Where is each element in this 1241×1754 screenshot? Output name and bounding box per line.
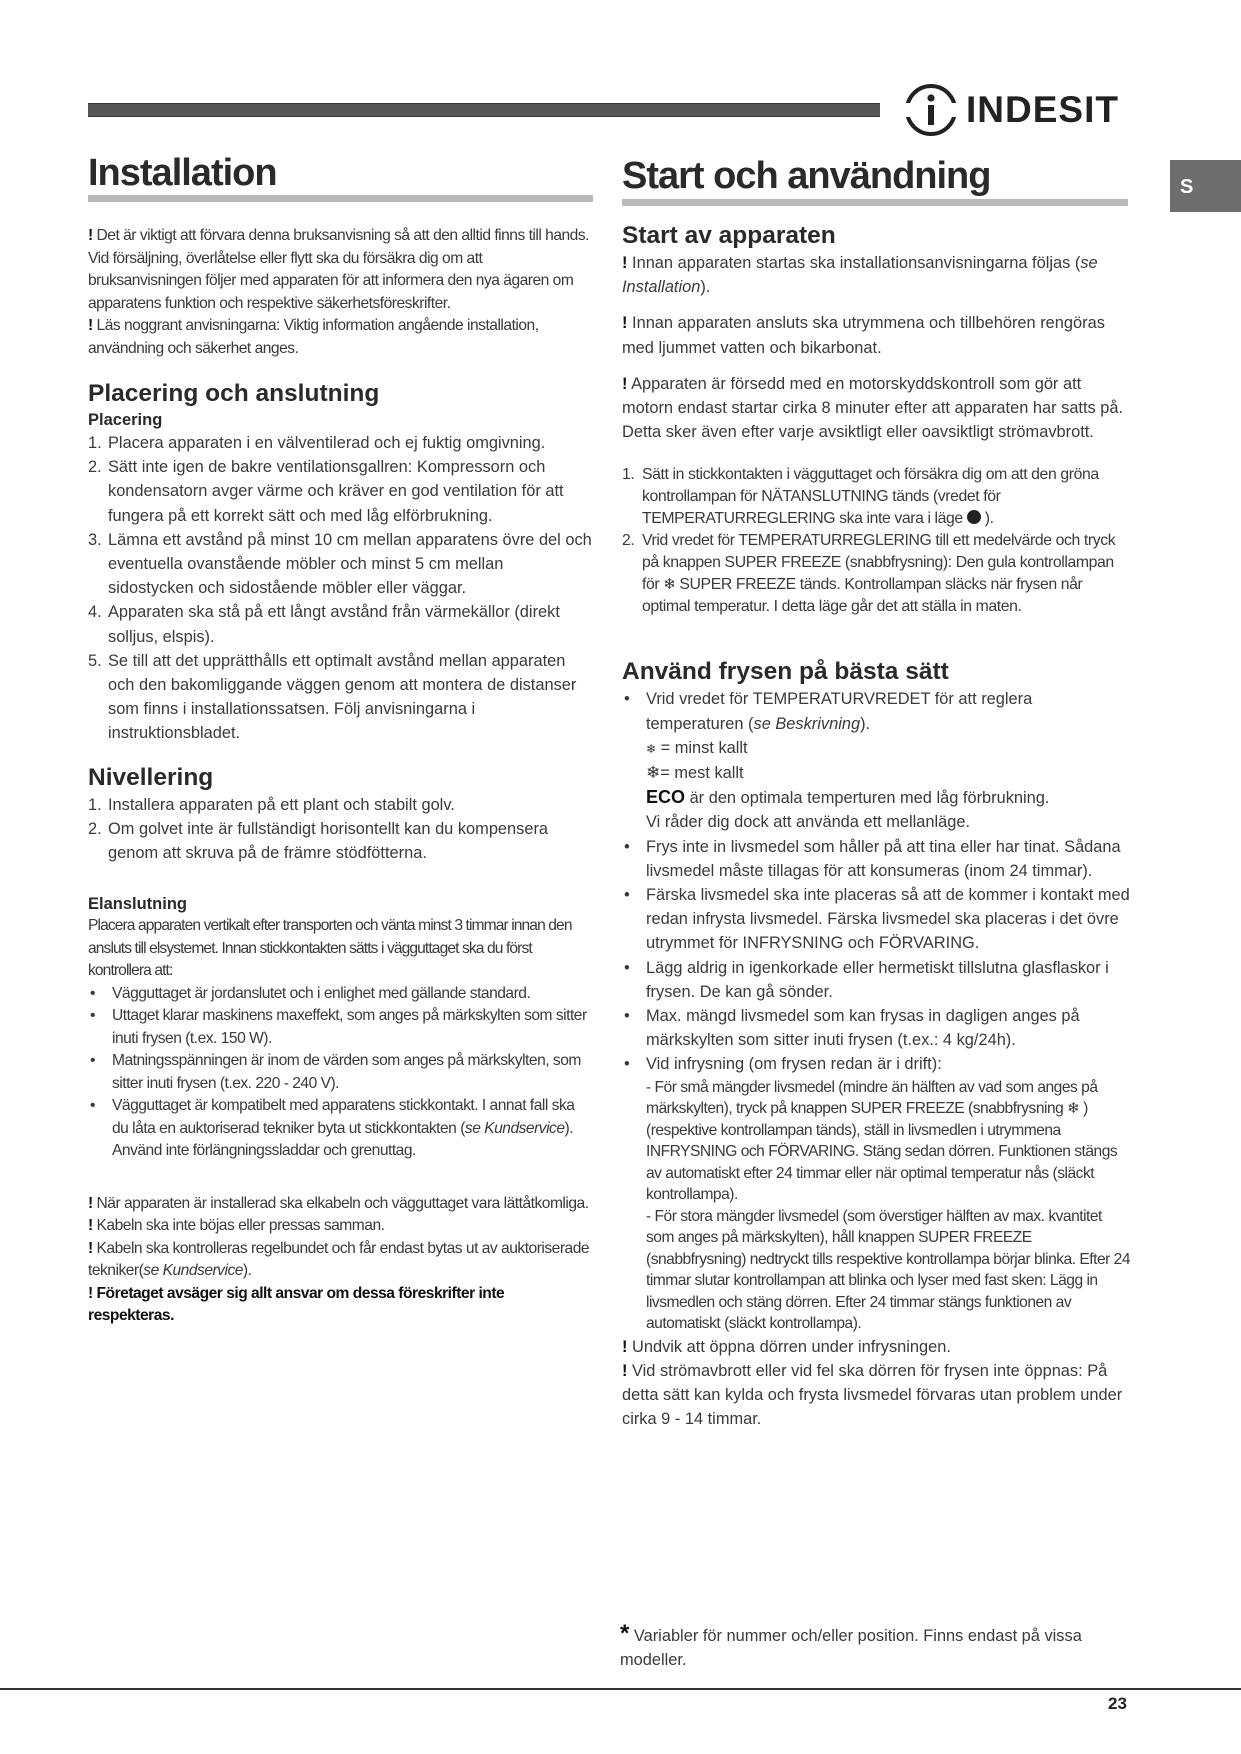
left-column bbox=[88, 225, 593, 1328]
start-usage-title: Start och användning bbox=[622, 155, 991, 197]
brand-logo bbox=[902, 82, 1119, 138]
list-item: • Frys inte in livsmedel som håller på att tina eller har tinat. Sådana livsmedel måste tillagas för att konsumeras (inom 24 timmar). bbox=[624, 837, 1121, 880]
list-item: • Matningsspänningen är inom de värden som anges på märkskylten, som sitter inuti frysen (t.ex. 220 - 240 V). bbox=[90, 1052, 581, 1092]
warning-text: ! När apparaten är installerad ska elkabeln och vägguttaget vara lättåtkomliga. bbox=[88, 1194, 589, 1212]
list-item: 2. Om golvet inte är fullständigt horisontellt kan du kompensera genom att skruva på de främre stödfötterna. bbox=[88, 819, 549, 863]
start-paragraph-3: ! Apparaten är försedd med en motorskyddskontroll som gör att motorn endast startar cirka 8 minuter efter att apparaten har satts på. Detta sker även efter varje avsiktligt eller oavsiktligt strömavbrott. bbox=[622, 374, 1124, 442]
list-item: • Vrid vredet för TEMPERATURVREDET för att reglera temperaturen (se Beskrivning). ❄ = minst kallt ❄= mest kallt ECO är den optimala temperturen med låg förbrukning. Vi råder dig dock att använda ett mellanläge. bbox=[624, 690, 1050, 832]
start-steps-list bbox=[622, 464, 1132, 618]
leveling-list bbox=[88, 793, 593, 866]
list-item: 2. Sätt inte igen de bakre ventilationsgallren: Kompressorn och kondensatorn avger värme och kräver en god ventilation för att fungera på ett korrekt sätt och med låg elförbrukning. bbox=[88, 458, 564, 525]
snowflake-icon: ❄ bbox=[1067, 1100, 1080, 1118]
intro-paragraph-1: ! Det är viktigt att förvara denna bruksanvisning så att den alltid finns till hands. Vid försäljning, överlåtelse eller flytt ska du försäkra dig om att bruksanvisningen följer med apparaten för att informera den nya ägaren om apparatens funktion och respektive säkerhetsföreskrifter. bbox=[88, 227, 589, 312]
start-heading: Start av apparaten bbox=[622, 222, 836, 249]
placing-heading: Placering och anslutning bbox=[88, 380, 380, 407]
footer-rule bbox=[0, 1688, 1241, 1690]
warning-text: ! Undvik att öppna dörren under infrysningen. bbox=[622, 1337, 951, 1356]
disclaimer-text: ! Företaget avsäger sig allt ansvar om dessa föreskrifter inte respekteras. bbox=[88, 1284, 505, 1325]
use-list bbox=[622, 687, 1132, 1334]
use-heading: Använd frysen på bästa sätt bbox=[622, 658, 949, 686]
electrical-heading: Elanslutning bbox=[88, 895, 187, 914]
left-title-rule bbox=[88, 195, 593, 202]
eco-label: ECO bbox=[646, 787, 686, 808]
snowflake-large-icon: ❄ bbox=[646, 763, 661, 783]
list-item: • Färska livsmedel ska inte placeras så att de kommer i kontakt med redan infrysta livsmedel. Färska livsmedel ska placeras i det övre utrymmet för INFRYSNING och FÖRVARING. bbox=[624, 886, 1130, 953]
list-item: 1. Sätt in stickkontakten i vägguttaget och försäkra dig om att den gröna kontrollampan för NÄTANSLUTNING tänds (vredet för TEMPERATURREGLERING ska inte vara i läge ). bbox=[622, 466, 1099, 528]
installation-title: Installation bbox=[88, 152, 277, 194]
right-title-rule bbox=[622, 199, 1128, 206]
left-warnings bbox=[88, 1193, 593, 1328]
list-item: 2. Vrid vredet för TEMPERATURREGLERING till ett medelvärde och tryck på knappen SUPER FREEZE (snabbfrysning): Den gula kontrollampan för ❄ SUPER FREEZE tänds. Kontrollampan släcks när frysen når optimal temperatur. I detta läge går det att ställa in maten. bbox=[622, 532, 1116, 616]
list-item: 4. Apparaten ska stå på ett långt avstånd från värmekällor (direkt solljus, elspis). bbox=[88, 603, 560, 646]
list-item: 3. Lämna ett avstånd på minst 10 cm mellan apparatens övre del och eventuella ovanstående möbler och minst 5 cm mellan sidostycken och sidostående möbler eller väggar. bbox=[88, 530, 592, 598]
list-item: • Uttaget klarar maskinens maxeffekt, som anges på märkskylten som sitter inuti frysen (t.ex. 150 W). bbox=[90, 1007, 587, 1047]
left-title-block bbox=[88, 152, 593, 195]
warning-text: ! Kabeln ska kontrolleras regelbundet och får endast bytas ut av auktoriserade tekniker(se Kundservice). bbox=[88, 1239, 590, 1280]
warning-text: ! Kabeln ska inte böjas eller pressas samman. bbox=[88, 1217, 385, 1235]
electrical-list bbox=[88, 983, 593, 1163]
header-bar bbox=[88, 103, 880, 117]
placing-list bbox=[88, 431, 593, 746]
snowflake-icon: ❄ bbox=[663, 576, 676, 594]
snowflake-small-icon: ❄ bbox=[646, 741, 657, 756]
off-position-icon bbox=[967, 510, 981, 524]
right-column bbox=[622, 221, 1132, 1431]
leveling-heading: Nivellering bbox=[88, 763, 214, 791]
right-title-block bbox=[622, 155, 1128, 198]
footnote: * Variabler för nummer och/eller position. Finns endast på vissa modeller. bbox=[620, 1620, 1082, 1670]
start-paragraph-1: ! Innan apparaten startas ska installationsanvisningarna följas (se Installation). bbox=[622, 254, 1098, 297]
freezing-details: - För små mängder livsmedel (mindre än hälften av vad som anges på märkskylten), tryck på knappen SUPER FREEZE (snabbfrysning ❄ ) (respektive kontrollampan tänds), ställ in livsmedlen i utrymmena INFRYSNING och FÖRVARING. Stäng sedan dörren. Funktionen stängs av automatiskt efter 24 timmar eller när optimal temperatur nås (släckt kontrollampa). - För stora mängder livsmedel (som överstiger hälften av max. kvantitet som anges på märkskylten), håll knappen SUPER FREEZE (snabbfrysning) nedtryckt tills respektive kontrollampa börjar blinka. Efter 24 timmar slutar kontrollampan att blinka och lyser med fast sken: Lägg in livsmedlen och stäng dörren. Efter 24 timmar stängs funktionen av automatiskt (släckt kontrollampa). bbox=[646, 1078, 1130, 1333]
list-item: 5. Se till att det upprätthålls ett optimalt avstånd mellan apparaten och den bakomliggande väggen genom att montera de distanser som finns i installationssatsen. Följ anvisningarna i instruktionsbladet. bbox=[88, 651, 577, 743]
list-item: 1. Placera apparaten i en välventilerad och ej fuktig omgivning. bbox=[88, 434, 546, 452]
brand-name: INDESIT bbox=[966, 89, 1119, 130]
intro-paragraph-2: ! Läs noggrant anvisningarna: Viktig information angående installation, användning och säkerhet anges. bbox=[88, 317, 539, 357]
list-item: • Vägguttaget är kompatibelt med apparatens stickkontakt. I annat fall ska du låta en auktoriserad tekniker byta ut stickkontakten (se Kundservice). Använd inte förlängningssladdar och grenuttag. bbox=[90, 1097, 575, 1160]
start-paragraph-2: ! Innan apparaten ansluts ska utrymmena och tillbehören rengöras med ljummet vatten och bikarbonat. bbox=[622, 314, 1105, 357]
page-number: 23 bbox=[1108, 1694, 1127, 1713]
list-item: • Vid infrysning (om frysen redan är i drift): - För små mängder livsmedel (mindre än hälften av vad som anges på märkskylten), tryck på knappen SUPER FREEZE (snabbfrysning ❄ ) (respektive kontrollampan tänds), ställ in livsmedlen i utrymmena INFRYSNING och FÖRVARING. Stäng sedan dörren. Funktionen stängs av automatiskt efter 24 timmar eller när optimal temperatur nås (släckt kontrollampa). - För stora mängder livsmedel (som överstiger hälften av max. kvantitet som anges på märkskylten), håll knappen SUPER FREEZE (snabbfrysning) nedtryckt tills respektive kontrollampa börjar blinka. Efter 24 timmar slutar kontrollampan att blinka och lyser med fast sken: Lägg in livsmedlen och stäng dörren. Efter 24 timmar stängs funktionen av automatiskt (släckt kontrollampa). bbox=[622, 1052, 1132, 1334]
language-tab: S bbox=[1170, 160, 1241, 212]
warning-text: ! Vid strömavbrott eller vid fel ska dörren för frysen inte öppnas: På detta sätt kan kylda och frysta livsmedel förvaras utan problem under cirka 9 - 14 timmar. bbox=[622, 1361, 1123, 1429]
list-item: • Max. mängd livsmedel som kan frysas in dagligen anges på märkskylten som sitter inuti frysen (t.ex.: 4 kg/24h). bbox=[624, 1007, 1080, 1050]
electrical-intro: Placera apparaten vertikalt efter transporten och vänta minst 3 timmar innan den ansluts till elsystemet. Innan stickkontakten sätts i vägguttaget ska du först kontrollera att: bbox=[88, 917, 572, 980]
list-item: • Lägg aldrig in igenkorkade eller hermetiskt tillslutna glasflaskor i frysen. De kan gå sönder. bbox=[624, 958, 1109, 1001]
list-item: • Vägguttaget är jordanslutet och i enlighet med gällande standard. bbox=[90, 984, 531, 1002]
placing-subheading: Placering bbox=[88, 411, 163, 429]
list-item: 1. Installera apparaten på ett plant och stabilt golv. bbox=[88, 795, 455, 814]
indesit-logo-icon bbox=[902, 81, 960, 139]
